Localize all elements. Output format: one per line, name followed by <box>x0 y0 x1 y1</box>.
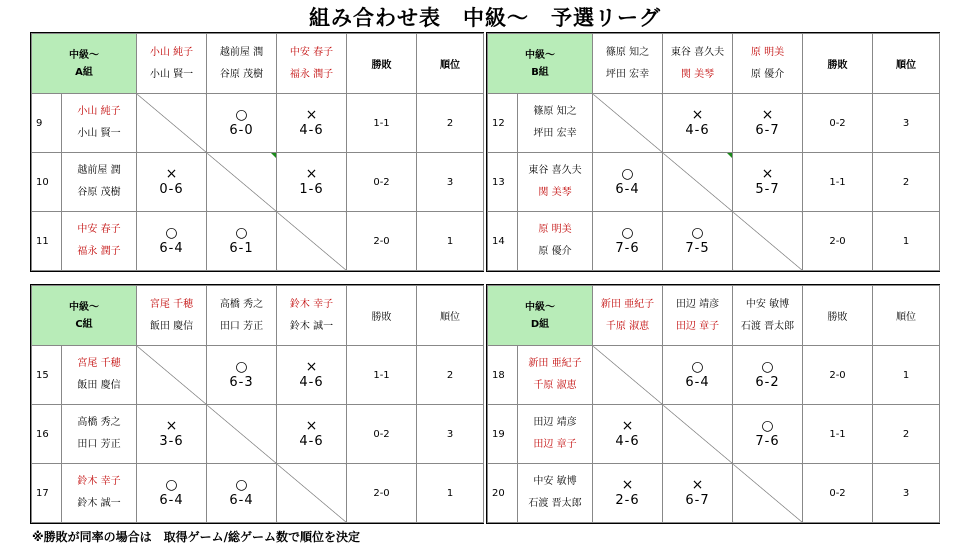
team-row <box>488 464 940 523</box>
opponent-player-2: 石渡 晋太郎 <box>740 320 795 332</box>
opponent-player-2: 原 優介 <box>750 68 785 80</box>
team-rank: 2 <box>417 346 484 405</box>
match-result-cell <box>593 212 663 271</box>
team-row <box>488 212 940 271</box>
self-match-cell <box>733 464 803 523</box>
team-row <box>32 346 484 405</box>
match-score: 6-1 <box>229 241 254 256</box>
header-row <box>488 34 940 94</box>
team-names <box>518 346 593 405</box>
match-score: 0-6 <box>159 182 184 197</box>
match-result-cell <box>663 464 733 523</box>
team-names <box>518 212 593 271</box>
group-b-table <box>486 32 940 272</box>
team-record: 0-2 <box>347 405 417 464</box>
match-score: 6-4 <box>615 182 640 197</box>
match-score: 4-6 <box>299 375 324 390</box>
team-number: 16 <box>32 405 62 464</box>
group-a-table <box>30 32 484 272</box>
win-loss-mark: ○ <box>165 477 178 493</box>
match-score: 3-6 <box>159 434 184 449</box>
team-row <box>32 405 484 464</box>
group-label <box>488 34 593 94</box>
page-title: 組み合わせ表 中級～ 予選リーグ <box>309 6 661 30</box>
opponent-player-1: 田辺 靖彦 <box>675 298 720 310</box>
win-loss-mark: ○ <box>621 166 634 182</box>
team-rank: 1 <box>873 346 940 405</box>
team-row <box>488 153 940 212</box>
win-loss-mark: × <box>691 107 704 123</box>
player-2-name: 田辺 章子 <box>533 439 577 450</box>
self-match-cell <box>277 212 347 271</box>
tiebreak-note: ※勝敗が同率の場合は 取得ゲーム/総ゲーム数で順位を決定 <box>32 530 361 544</box>
team-record: 2-0 <box>347 212 417 271</box>
team-row <box>32 212 484 271</box>
opponent-player-2: 小山 賢一 <box>149 68 194 80</box>
team-number: 18 <box>488 346 518 405</box>
win-loss-mark: × <box>691 477 704 493</box>
match-score: 6-2 <box>755 375 780 390</box>
player-1-name: 新田 亜紀子 <box>528 358 582 369</box>
comment-marker <box>727 153 732 158</box>
team-names <box>62 94 137 153</box>
match-score: 6-4 <box>685 375 710 390</box>
opponent-player-2: 田辺 章子 <box>675 320 720 332</box>
team-record: 0-2 <box>803 94 873 153</box>
match-result-cell <box>663 94 733 153</box>
team-names <box>518 153 593 212</box>
self-match-cell <box>733 212 803 271</box>
result-header: 勝敗 <box>347 286 417 346</box>
opponent-header <box>663 286 733 346</box>
match-score: 6-4 <box>229 493 254 508</box>
match-score: 4-6 <box>299 123 324 138</box>
match-score: 4-6 <box>685 123 710 138</box>
opponent-player-2: 鈴木 誠一 <box>289 320 334 332</box>
win-loss-mark: × <box>305 166 318 182</box>
win-loss-mark: × <box>165 418 178 434</box>
self-match-cell <box>137 94 207 153</box>
opponent-header <box>277 34 347 94</box>
win-loss-mark: ○ <box>235 477 248 493</box>
opponent-header <box>137 286 207 346</box>
opponent-player-2: 谷原 茂樹 <box>219 68 264 80</box>
opponent-header <box>733 286 803 346</box>
match-result-cell <box>277 153 347 212</box>
match-score: 6-4 <box>159 241 184 256</box>
team-number: 17 <box>32 464 62 523</box>
player-1-name: 高橋 秀之 <box>77 417 121 428</box>
team-record: 0-2 <box>803 464 873 523</box>
group-label-line: 中級～ <box>69 49 99 61</box>
group-label-line: C組 <box>75 318 93 330</box>
team-record: 2-0 <box>803 212 873 271</box>
player-1-name: 鈴木 幸子 <box>77 476 121 487</box>
opponent-player-1: 篠原 知之 <box>605 46 650 58</box>
group-label-line: B組 <box>531 66 549 78</box>
win-loss-mark: ○ <box>761 418 774 434</box>
team-row <box>32 94 484 153</box>
win-loss-mark: × <box>761 107 774 123</box>
match-result-cell <box>277 405 347 464</box>
rank-header: 順位 <box>417 34 484 94</box>
win-loss-mark: × <box>621 477 634 493</box>
match-result-cell <box>207 346 277 405</box>
match-result-cell <box>593 153 663 212</box>
opponent-player-1: 東谷 喜久夫 <box>670 46 725 58</box>
match-result-cell <box>137 464 207 523</box>
player-2-name: 飯田 慶信 <box>77 380 121 391</box>
match-score: 1-6 <box>299 182 324 197</box>
self-match-cell <box>207 405 277 464</box>
match-result-cell <box>593 464 663 523</box>
team-number: 20 <box>488 464 518 523</box>
match-score: 2-6 <box>615 493 640 508</box>
team-names <box>62 153 137 212</box>
opponent-header <box>137 34 207 94</box>
opponent-player-2: 関 美琴 <box>680 68 715 80</box>
match-result-cell <box>137 153 207 212</box>
team-number: 19 <box>488 405 518 464</box>
team-names <box>62 212 137 271</box>
self-match-cell <box>663 405 733 464</box>
win-loss-mark: × <box>621 418 634 434</box>
win-loss-mark: × <box>305 418 318 434</box>
league-grid <box>31 33 484 271</box>
match-score: 6-3 <box>229 375 254 390</box>
opponent-header <box>663 34 733 94</box>
team-number: 12 <box>488 94 518 153</box>
match-result-cell <box>277 94 347 153</box>
group-label <box>488 286 593 346</box>
match-result-cell <box>207 212 277 271</box>
opponent-header <box>277 286 347 346</box>
group-label-line: D組 <box>530 318 550 330</box>
header-row <box>488 286 940 346</box>
team-number: 13 <box>488 153 518 212</box>
team-row <box>32 153 484 212</box>
league-grid <box>31 285 484 523</box>
player-2-name: 石渡 晋太郎 <box>528 498 582 509</box>
team-number: 10 <box>32 153 62 212</box>
team-rank: 3 <box>873 94 940 153</box>
opponent-player-2: 坪田 宏幸 <box>605 68 650 80</box>
self-match-cell <box>137 346 207 405</box>
team-rank: 2 <box>417 94 484 153</box>
player-1-name: 中安 春子 <box>77 224 121 235</box>
rank-header: 順位 <box>417 286 484 346</box>
result-header: 勝敗 <box>803 34 873 94</box>
match-score: 6-4 <box>159 493 184 508</box>
match-score: 7-6 <box>755 434 780 449</box>
win-loss-mark: ○ <box>235 359 248 375</box>
rank-header: 順位 <box>873 34 940 94</box>
opponent-header <box>593 34 663 94</box>
team-record: 1-1 <box>803 153 873 212</box>
team-number: 14 <box>488 212 518 271</box>
match-result-cell <box>663 346 733 405</box>
league-grid <box>487 33 940 271</box>
win-loss-mark: × <box>165 166 178 182</box>
player-2-name: 関 美琴 <box>538 187 572 198</box>
team-record: 2-0 <box>347 464 417 523</box>
player-2-name: 小山 賢一 <box>77 128 121 139</box>
match-score: 4-6 <box>299 434 324 449</box>
match-result-cell <box>593 405 663 464</box>
team-names <box>518 405 593 464</box>
opponent-player-1: 中安 敏博 <box>745 298 790 310</box>
win-loss-mark: ○ <box>691 359 704 375</box>
team-number: 9 <box>32 94 62 153</box>
team-rank: 3 <box>417 405 484 464</box>
opponent-player-2: 千原 淑恵 <box>605 320 650 332</box>
self-match-cell <box>277 464 347 523</box>
match-result-cell <box>733 346 803 405</box>
opponent-player-2: 田口 芳正 <box>219 320 264 332</box>
player-2-name: 千原 淑恵 <box>533 380 577 391</box>
opponent-player-1: 鈴木 幸子 <box>289 298 334 310</box>
team-rank: 1 <box>873 212 940 271</box>
team-record: 2-0 <box>803 346 873 405</box>
player-2-name: 福永 潤子 <box>77 246 121 257</box>
team-rank: 2 <box>873 405 940 464</box>
match-score: 7-6 <box>615 241 640 256</box>
team-number: 15 <box>32 346 62 405</box>
rank-header: 順位 <box>873 286 940 346</box>
team-row <box>488 405 940 464</box>
team-rank: 3 <box>417 153 484 212</box>
self-match-cell <box>593 346 663 405</box>
team-record: 1-1 <box>347 346 417 405</box>
player-1-name: 越前屋 潤 <box>77 165 121 176</box>
match-result-cell <box>137 212 207 271</box>
team-names <box>62 405 137 464</box>
team-row <box>488 346 940 405</box>
player-1-name: 東谷 喜久夫 <box>528 165 582 176</box>
match-result-cell <box>663 212 733 271</box>
self-match-cell <box>663 153 733 212</box>
opponent-player-2: 飯田 慶信 <box>149 320 194 332</box>
team-rank: 2 <box>873 153 940 212</box>
match-result-cell <box>137 405 207 464</box>
group-label <box>32 34 137 94</box>
win-loss-mark: ○ <box>621 225 634 241</box>
team-rank: 1 <box>417 212 484 271</box>
group-label-line: 中級～ <box>525 301 555 313</box>
match-score: 4-6 <box>615 434 640 449</box>
match-result-cell <box>733 94 803 153</box>
win-loss-mark: ○ <box>165 225 178 241</box>
group-label <box>32 286 137 346</box>
win-loss-mark: × <box>305 359 318 375</box>
match-score: 6-7 <box>755 123 780 138</box>
league-grid <box>487 285 940 523</box>
group-label-line: 中級～ <box>525 49 555 61</box>
player-2-name: 田口 芳正 <box>77 439 121 450</box>
match-score: 5-7 <box>755 182 780 197</box>
win-loss-mark: ○ <box>691 225 704 241</box>
group-c-table <box>30 284 484 524</box>
opponent-player-1: 越前屋 潤 <box>219 46 264 58</box>
team-record: 1-1 <box>347 94 417 153</box>
opponent-header <box>593 286 663 346</box>
win-loss-mark: ○ <box>235 107 248 123</box>
match-result-cell <box>277 346 347 405</box>
team-names <box>518 464 593 523</box>
player-1-name: 中安 敏博 <box>533 476 577 487</box>
match-result-cell <box>207 94 277 153</box>
comment-marker <box>271 153 276 158</box>
opponent-player-1: 宮尾 千穂 <box>149 298 194 310</box>
player-1-name: 篠原 知之 <box>533 106 577 117</box>
team-row <box>488 94 940 153</box>
opponent-header <box>207 34 277 94</box>
win-loss-mark: × <box>305 107 318 123</box>
group-d-table <box>486 284 940 524</box>
match-score: 7-5 <box>685 241 710 256</box>
opponent-player-2: 福永 潤子 <box>289 68 334 80</box>
match-result-cell <box>207 464 277 523</box>
match-result-cell <box>733 153 803 212</box>
match-result-cell <box>733 405 803 464</box>
opponent-player-1: 中安 春子 <box>289 46 334 58</box>
header-row <box>32 286 484 346</box>
group-label-line: A組 <box>75 66 93 78</box>
player-1-name: 田辺 靖彦 <box>533 417 577 428</box>
team-names <box>62 464 137 523</box>
team-rank: 3 <box>873 464 940 523</box>
self-match-cell <box>593 94 663 153</box>
header-row <box>32 34 484 94</box>
opponent-player-1: 高橋 秀之 <box>219 298 264 310</box>
team-rank: 1 <box>417 464 484 523</box>
opponent-player-1: 新田 亜紀子 <box>600 298 655 310</box>
win-loss-mark: ○ <box>761 359 774 375</box>
player-1-name: 小山 純子 <box>77 106 121 117</box>
opponent-header <box>207 286 277 346</box>
group-label-line: 中級～ <box>69 301 99 313</box>
match-score: 6-0 <box>229 123 254 138</box>
win-loss-mark: × <box>761 166 774 182</box>
player-2-name: 原 優介 <box>538 246 572 257</box>
result-header: 勝敗 <box>347 34 417 94</box>
player-2-name: 谷原 茂樹 <box>77 187 121 198</box>
self-match-cell <box>207 153 277 212</box>
player-1-name: 宮尾 千穂 <box>77 358 121 369</box>
opponent-header <box>733 34 803 94</box>
win-loss-mark: ○ <box>235 225 248 241</box>
match-score: 6-7 <box>685 493 710 508</box>
opponent-player-1: 原 明美 <box>750 46 785 58</box>
opponent-player-1: 小山 純子 <box>149 46 194 58</box>
result-header: 勝敗 <box>803 286 873 346</box>
team-names <box>518 94 593 153</box>
team-record: 1-1 <box>803 405 873 464</box>
player-2-name: 坪田 宏幸 <box>533 128 577 139</box>
player-2-name: 鈴木 誠一 <box>77 498 121 509</box>
team-record: 0-2 <box>347 153 417 212</box>
team-names <box>62 346 137 405</box>
team-row <box>32 464 484 523</box>
team-number: 11 <box>32 212 62 271</box>
player-1-name: 原 明美 <box>538 224 572 235</box>
